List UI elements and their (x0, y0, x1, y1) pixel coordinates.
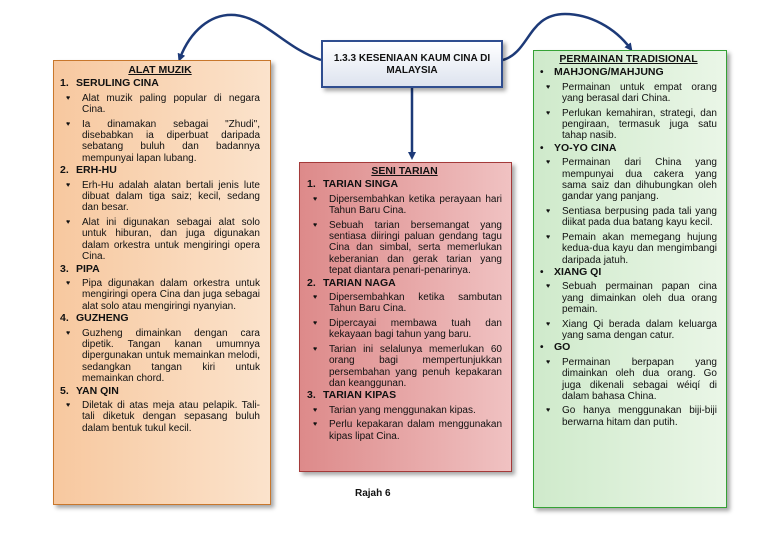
list-item-text: Alat muzik paling popular di negara Cina. (82, 92, 260, 116)
section-number: 3. (307, 389, 316, 402)
figure-caption: Rajah 6 (355, 488, 391, 499)
section-number: 5. (60, 384, 69, 397)
list-item (540, 405, 717, 428)
section-number: 2. (307, 276, 316, 289)
list-item (307, 220, 502, 277)
section-title (60, 78, 260, 89)
bullet-icon: ♥ (546, 233, 551, 241)
bullet-icon: ♥ (546, 320, 551, 328)
arrow-to-alat-muzik (180, 15, 321, 60)
section-title (60, 313, 260, 324)
section-title-text: YO-YO CINA (554, 141, 617, 154)
bullet-icon: ♥ (66, 120, 71, 128)
section-title-text: TARIAN NAGA (323, 276, 396, 289)
bullet-icon: ♥ (546, 83, 551, 91)
section-title (60, 386, 260, 397)
list-item-text: Guzheng dimainkan dengan cara dipetik. Tangan kanan umumnya dipergunakan untuk memainkan melodi, sedangkan tangan kiri untuk memainkan chord. (82, 327, 260, 385)
section-title-text: TARIAN SINGA (323, 178, 399, 191)
bullet-icon: ♥ (313, 406, 318, 414)
section-title (307, 390, 502, 401)
list-item-text: Permainan dari China yang mempunyai dua cakera yang sama saiz dan dihubungkan oleh gandar yang panjang. (562, 157, 717, 203)
section-number: 1. (60, 77, 69, 90)
bullet-icon: ♥ (66, 181, 71, 189)
list-item (307, 344, 502, 390)
list-item-text: Sebuah tarian bersemangat yang sentiasa diiringi paluan gendang tagu Cina dan simbal, serta memerlukan keberanian dan gerak tarian yang tepat diantara penari-penarinya. (329, 219, 502, 277)
list-item-text: Alat ini digunakan sebagai alat solo untuk hiburan, dan juga digunakan dalam orkestra untuk mengiringi opera Cina. (82, 216, 260, 263)
permainan-tradisional-panel (533, 50, 727, 508)
section-title-text: ERH-HU (76, 164, 117, 177)
section-title (307, 278, 502, 289)
list-item (540, 82, 717, 105)
list-item-text: Tarian yang menggunakan kipas. (329, 404, 476, 416)
list-item (540, 206, 717, 229)
bullet-icon: ♥ (66, 329, 71, 337)
section-title-text: PIPA (76, 262, 100, 275)
section-number: 2. (60, 164, 69, 177)
list-item (60, 180, 260, 214)
section-title-text: MAHJONG/MAHJUNG (554, 66, 664, 79)
list-item (60, 400, 260, 434)
bullet-icon: • (540, 142, 544, 154)
bullet-icon: ♥ (546, 358, 551, 366)
list-item (540, 281, 717, 315)
list-item (307, 405, 502, 416)
list-item-text: Erh-Hu adalah alatan bertali jenis lute dibuat dalam tiga saiz; kecil, sedang dan besar. (82, 179, 260, 214)
list-item-text: Ia dinamakan sebagai "Zhudi", disebabkan ia diperbuat daripada sebatang buluh dan badannya mempunyai lapan lubang. (82, 118, 260, 164)
section-title (540, 342, 717, 353)
bullet-icon: ♥ (313, 221, 318, 229)
diagram-title: 1.3.3 KESENIAAN KAUM CINA DI MALAYSIA (321, 40, 503, 88)
section-title-text: GO (554, 341, 571, 354)
list-item (307, 194, 502, 217)
list-item (540, 319, 717, 342)
section-title (60, 165, 260, 176)
bullet-icon: ♥ (313, 294, 318, 302)
list-item (60, 93, 260, 116)
list-item (60, 278, 260, 312)
section-title (540, 267, 717, 278)
bullet-icon: ♥ (66, 94, 71, 102)
list-item-text: Permainan untuk empat orang yang berasal dari China. (562, 81, 717, 105)
permainan-tradisional-header: PERMAINAN TRADISIONAL (559, 53, 698, 65)
list-item-text: Xiang Qi berada dalam keluarga yang sama dengan catur. (562, 318, 717, 341)
list-item (60, 217, 260, 263)
section-title-text: GUZHENG (76, 312, 129, 325)
bullet-icon: ♥ (313, 319, 318, 327)
seni-tarian-panel (299, 162, 512, 472)
bullet-icon: ♥ (313, 195, 318, 203)
list-item-text: Dipercayai membawa tuah dan kekayaan bagi tahun yang baru. (329, 317, 502, 341)
list-item (307, 292, 502, 315)
list-item (60, 328, 260, 385)
bullet-icon: ♥ (546, 109, 551, 117)
list-item-text: Diletak di atas meja atau pelapik. Tali-tali diketuk dengan sepasang buluh dalam bentuk tukul kecil. (82, 399, 260, 434)
bullet-icon: • (540, 342, 544, 354)
bullet-icon: ♥ (546, 207, 551, 215)
section-title-text: YAN QIN (76, 384, 119, 397)
list-item-text: Perlu kepakaran dalam menggunakan kipas lipat Cina. (329, 419, 502, 442)
list-item (540, 157, 717, 203)
section-number: 4. (60, 312, 69, 325)
section-title-text: SERULING CINA (76, 77, 159, 90)
list-item-text: Tarian ini selalunya memerlukan 60 orang bagi mempertunjukkan persembahan yang penuh kepakaran dan keanggunan. (329, 343, 502, 389)
list-item (540, 232, 717, 266)
alat-muzik-panel (53, 60, 271, 505)
section-title (307, 179, 502, 190)
list-item (540, 357, 717, 403)
bullet-icon: ♥ (313, 421, 318, 429)
list-item-text: Sebuah permainan papan cina yang dimainkan oleh dua orang pemain. (562, 281, 717, 316)
list-item-text: Sentiasa berpusing pada tali yang diikat pada dua batang kayu kecil. (562, 205, 717, 229)
list-item-text: Pipa digunakan dalam orkestra untuk mengiringi opera Cina dan juga sebagai alat solo atau mengiringi nyanyian. (82, 277, 260, 312)
bullet-icon: ♥ (66, 279, 71, 287)
section-title (60, 264, 260, 275)
bullet-icon: ♥ (546, 283, 551, 291)
bullet-icon: • (540, 266, 544, 278)
list-item-text: Dipersembahkan ketika sambutan Tahun Baru Cina. (329, 292, 502, 315)
bullet-icon: ♥ (66, 401, 71, 409)
list-item (60, 119, 260, 165)
list-item (540, 108, 717, 142)
list-item-text: Perlukan kemahiran, strategi, dan pengiraan, termasuk juga satu tahap nasib. (562, 107, 717, 142)
section-number: 3. (60, 262, 69, 275)
bullet-icon: ♥ (66, 218, 71, 226)
section-title (540, 143, 717, 154)
seni-tarian-header: SENI TARIAN (371, 165, 438, 177)
list-item (307, 318, 502, 341)
bullet-icon: ♥ (313, 345, 318, 353)
alat-muzik-header: ALAT MUZIK (128, 64, 192, 76)
list-item (307, 419, 502, 442)
section-number: 1. (307, 178, 316, 191)
section-title-text: TARIAN KIPAS (323, 389, 397, 402)
section-title-text: XIANG QI (554, 265, 602, 278)
list-item-text: Go hanya menggunakan biji-biji berwarna hitam dan putih. (562, 405, 717, 428)
bullet-icon: • (540, 67, 544, 79)
list-item-text: Pemain akan memegang hujung kedua-dua kayu dan mengimbangi daripada jatuh. (562, 231, 717, 266)
list-item-text: Dipersembahkan ketika perayaan hari Tahun Baru Cina. (329, 193, 502, 217)
section-title (540, 67, 717, 78)
bullet-icon: ♥ (546, 159, 551, 167)
list-item-text: Permainan berpapan yang dimainkan oleh dua orang. Go juga dikenali sebagai wéiqí di dalam bahasa China. (562, 356, 717, 402)
bullet-icon: ♥ (546, 407, 551, 415)
